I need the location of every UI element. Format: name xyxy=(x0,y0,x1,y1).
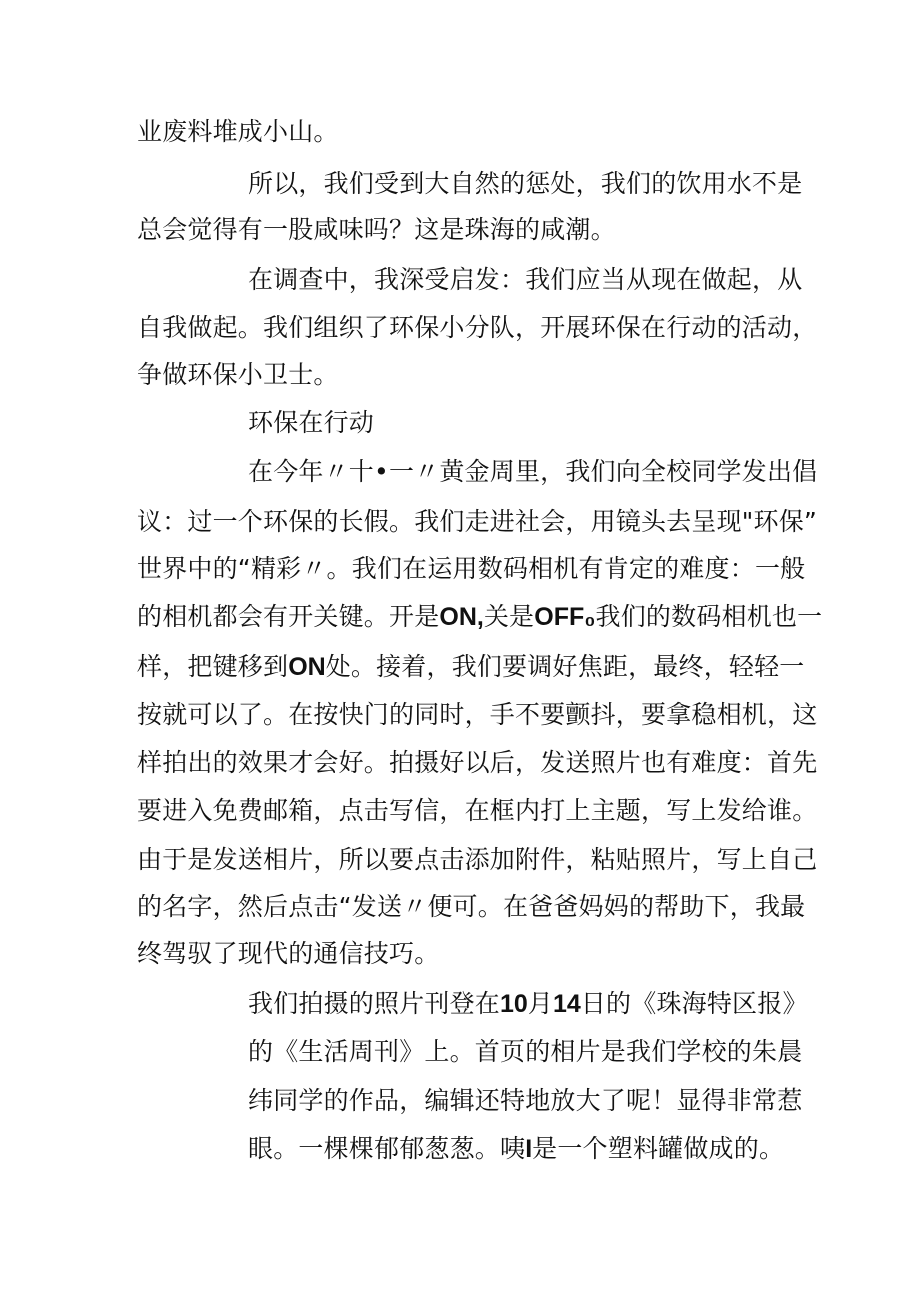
text-run: 日的《珠海特区报》 xyxy=(580,989,808,1018)
text-line: 终驾驭了现代的通信技巧。 xyxy=(137,939,440,968)
text-run: 是一个塑料罐做成的。 xyxy=(532,1134,785,1163)
text-line: 自我做起。我们组织了环保小分队，开展环保在行动的活动， xyxy=(137,313,818,342)
text-line: 在今年〃十•一〃黄金周里，我们向全校同学发出倡 xyxy=(248,457,818,486)
text-line xyxy=(137,604,822,630)
text-line xyxy=(248,991,808,1017)
text-run: 14 xyxy=(553,990,581,1018)
text-run: ON xyxy=(288,653,326,681)
text-run: 我们拍摄的照片刊登在 xyxy=(248,989,501,1018)
text-line xyxy=(248,1136,784,1162)
text-run: 10 xyxy=(500,990,528,1018)
text-run: 的相机都会有开关键。开是 xyxy=(137,602,440,631)
text-line: 纬同学的作品，编辑还特地放大了呢！显得非常惹 xyxy=(248,1086,803,1115)
text-run: 月 xyxy=(527,989,554,1018)
text-line: 总会觉得有一股咸味吗？这是珠海的咸潮。 xyxy=(137,215,616,244)
text-run: 关是 xyxy=(483,602,535,631)
text-run: 处。接着，我们要调好焦距，最终，轻轻一 xyxy=(325,652,805,681)
text-line: 在调查中，我深受启发：我们应当从现在做起，从 xyxy=(248,265,803,294)
text-line: 世界中的“精彩〃。我们在运用数码相机有肯定的难度：一般 xyxy=(137,554,806,583)
text-run: 我们的数码相机也一 xyxy=(595,602,823,631)
text-line: 的《生活周刊》上。首页的相片是我们学校的朱晨 xyxy=(248,1037,803,1066)
text-line: 要进入免费邮箱，点击写信，在框内打上主题，写上发给谁。 xyxy=(137,796,818,825)
text-run: ON, xyxy=(439,603,484,631)
text-line: 所以，我们受到大自然的惩处，我们的饮用水不是 xyxy=(248,169,803,198)
text-line: 按就可以了。在按快门的同时，手不要颤抖，要拿稳相机，这 xyxy=(137,700,818,729)
text-line: 的名字，然后点击“发送〃便可。在爸爸妈妈的帮助下，我最 xyxy=(137,892,806,921)
text-run: 眼。一棵棵郁郁葱葱。咦 xyxy=(248,1134,526,1163)
text-run: I xyxy=(525,1135,533,1163)
text-line: 争做环保小卫士。 xyxy=(137,360,339,389)
text-line: 业废料堆成小山。 xyxy=(137,117,339,146)
text-line xyxy=(137,654,805,680)
text-line: 由于是发送相片，所以要点击添加附件，粘贴照片，写上自己 xyxy=(137,845,818,874)
text-run: 样，把键移到 xyxy=(137,652,289,681)
text-run: OFF₀ xyxy=(534,603,596,631)
text-line: 样拍出的效果才会好。拍摄好以后，发送照片也有难度：首先 xyxy=(137,748,818,777)
section-heading: 环保在行动 xyxy=(248,408,375,437)
text-line: 议：过一个环保的长假。我们走进社会，用镜头去呈现"环保” xyxy=(137,507,818,536)
